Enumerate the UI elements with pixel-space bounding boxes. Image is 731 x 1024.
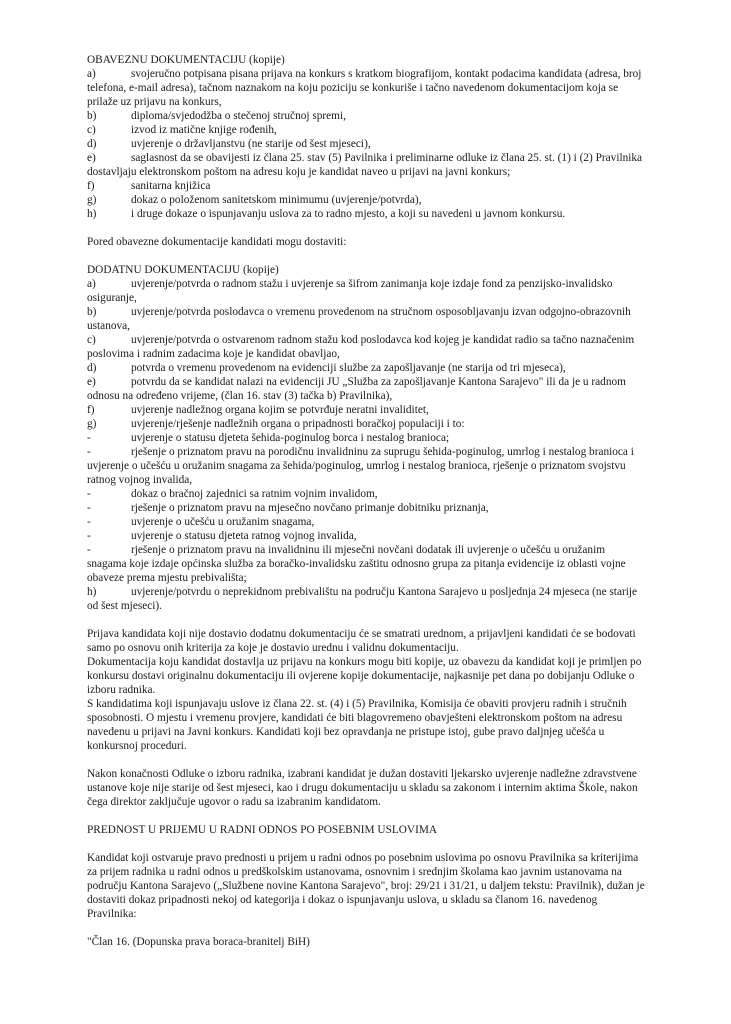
list-marker: f): [87, 180, 95, 192]
prednost-text: Kandidat koji ostvaruje pravo prednosti u prijem u radni odnos po posebnim uslovima po osnovu Pravilnika sa kriterijima za prijem radnika u radni odnos u predškolskim ustanovama, osnovnim i srednjim školama kao javnim ustanovama na području Kantona Sarajevo („Službene novine Kantona Sarajevo", broj: 29/21 i 31/21, u daljem tekstu: Pravilnik), dužan je dostaviti dokaz pripadnosti nekoj od kategorija i dokaz o ispunjavanju uslova, u skladu sa članom 16. navedenog Pravilnika:: [87, 852, 645, 920]
list-marker: a): [87, 68, 96, 80]
list-item-text: svojeručno potpisana pisana prijava na konkurs s kratkom biografijom, kontakt podacima kandidata (adresa, broj telefona, e-mail adresa), tačnom naznakom na koju poziciju se konkuriše i tačno navedenom dokumentacijom koja se prilaže uz prijavu na konkurs,: [87, 68, 642, 108]
list-marker: f): [87, 404, 95, 416]
spacer: [87, 837, 647, 851]
list-item-text: rješenje o priznatom pravu na invalidninu ili mjesečni novčani dodatak ili uvjerenje o učešću u oružanim snagama koje izdaje općinska služba za boračko-invalidsku zaštitu odnosno grupa za pitanja evidencije iz oblasti vojne obaveze prema mjestu prebivališta;: [87, 544, 626, 584]
dodatna-list-item: [87, 403, 647, 417]
dodatna-list-item: [87, 361, 647, 375]
list-item-text: potvrda o vremenu provedenom na evidenciji službe za zapošljavanje (ne starija od tri mjeseca),: [131, 362, 566, 374]
list-item-text: uvjerenje o državljanstvu (ne starije od šest mjeseci),: [131, 138, 371, 150]
list-marker: a): [87, 278, 96, 290]
paragraph-provjera: S kandidatima koji ispunjavaju uslove iz člana 22. st. (4) i (5) Pravilnika, Komisija će obaviti provjeru radnih i stručnih sposobnosti. O mjestu i vremenu provjere, kandidati će biti blagovremeno obavješteni elektronskom poštom na adresu navedenu u prijavi na Javni konkurs. Kandidati koji bez opravdanja ne pristupe istoj, gube pravo daljnjeg učešća u konkursnoj proceduri.: [87, 698, 627, 752]
dodatna-list-item: [87, 543, 647, 585]
list-marker: g): [87, 194, 97, 206]
dodatna-list-item: [87, 277, 647, 305]
spacer: [87, 221, 647, 235]
list-marker: -: [87, 432, 91, 444]
obavezna-heading: OBAVEZNU DOKUMENTACIJU (kopije): [87, 54, 285, 66]
list-marker: -: [87, 488, 91, 500]
clan-16-quote: "Član 16. (Dopunska prava boraca-branitelj BiH): [87, 936, 310, 948]
dodatna-list-item: [87, 515, 647, 529]
list-item-text: saglasnost da se obavijesti iz člana 25. stav (5) Pavilnika i preliminarne odluke iz člana 25. st. (1) i (2) Pravilnika dostavljaju elektronskom poštom na adresu koju je kandidat naveo u prijavi na javni konkurs;: [87, 152, 643, 178]
list-item-text: uvjerenje/potvrda o ostvarenom radnom stažu kod poslodavca kod kojeg je kandidat radio sa tačno naznačenim poslovima i radnim zadacima koje je kandidat obavljao,: [87, 334, 635, 360]
list-item-text: dokaz o bračnoj zajednici sa ratnim vojnim invalidom,: [131, 488, 378, 500]
spacer: [87, 753, 647, 767]
list-marker: -: [87, 502, 91, 514]
list-item-text: rješenje o priznatom pravu na mjesečno novčano primanje dobitniku priznanja,: [131, 502, 489, 514]
obavezna-list-item: [87, 67, 647, 109]
list-marker: b): [87, 110, 97, 122]
document-body: [87, 53, 647, 949]
list-item-text: i druge dokaze o ispunjavanju uslova za to radno mjesto, a koji su navedeni u javnom konkursu.: [131, 208, 566, 220]
paragraph-prijava: Prijava kandidata koji nije dostavio dodatnu dokumentaciju će se smatrati urednom, a prijavljeni kandidati će se bodovati samo po osnovu onih kriterija za koje je dostavio urednu i validnu dokumentaciju.: [87, 628, 636, 654]
paragraph-dokumentacija: Dokumentacija koju kandidat dostavlja uz prijavu na konkurs mogu biti kopije, uz obavezu da kandidat koji je primljen po konkursu dostavi originalnu dokumentaciju ili ovjerene kopije dokumentacije, najkasnije pet dana po dobijanju Odluke o izboru radnika.: [87, 656, 642, 696]
list-marker: e): [87, 152, 96, 164]
dodatna-list-item: [87, 529, 647, 543]
obavezna-list-item: [87, 109, 647, 123]
list-item-text: potvrdu da se kandidat nalazi na evidenciji JU „Služba za zapošljavanje Kantona Sarajevo" ili da je u radnom odnosu na određeno vrijeme, (član 16. stav (3) tačka b) Pravilnika),: [87, 376, 626, 402]
list-item-text: diploma/svjedodžba o stečenoj stručnoj spremi,: [131, 110, 346, 122]
dodatna-list-item: [87, 305, 647, 333]
list-item-text: uvjerenje/potvrdu o neprekidnom prebivalištu na području Kantona Sarajevo u posljednja 24 mjeseca (ne starije od šest mjeseci).: [87, 586, 638, 612]
list-item-text: uvjerenje o statusu djeteta ratnog vojnog invalida,: [131, 530, 357, 542]
dodatna-list-item: [87, 417, 647, 431]
list-marker: b): [87, 306, 97, 318]
dodatna-list-item: [87, 333, 647, 361]
list-marker: d): [87, 362, 97, 374]
list-item-text: sanitarna knjižica: [131, 180, 211, 192]
dodatna-list-item: [87, 375, 647, 403]
list-marker: -: [87, 530, 91, 542]
list-marker: d): [87, 138, 97, 150]
list-item-text: rješenje o priznatom pravu na porodičnu invalidninu za suprugu šehida-poginulog, umrlog i nestalog branioca i uvjerenje o učešću u oružanim snagama za šehida/poginulog, umrlog i nestalog branioca, rješenje o priznatom svojstvu ratnog vojnog invalida,: [87, 446, 634, 486]
prednost-heading: PREDNOST U PRIJEMU U RADNI ODNOS PO POSEBNIM USLOVIMA: [87, 824, 438, 836]
list-item-text: uvjerenje o učešću u oružanim snagama,: [131, 516, 315, 528]
obavezna-list-item: [87, 179, 647, 193]
list-marker: c): [87, 334, 96, 346]
list-marker: c): [87, 124, 96, 136]
paragraph-nakon-konacnosti: Nakon konačnosti Odluke o izboru radnika, izabrani kandidat je dužan dostaviti ljekarsko uvjerenje nadležne zdravstvene ustanove koje nije starije od šest mjeseci, kao i drugu dokumentaciju u skladu sa zakonom i internim aktima Škole, nakon čega direktor zaključuje ugovor o radu sa izabranim kandidatom.: [87, 768, 638, 808]
dodatna-list: [87, 277, 647, 613]
dodatna-heading: DODATNU DOKUMENTACIJU (kopije): [87, 264, 279, 276]
list-item-text: uvjerenje/rješenje nadležnih organa o pripadnosti boračkoj populaciji i to:: [131, 418, 465, 430]
dodatna-dokumentacija-section: [87, 263, 647, 613]
list-item-text: dokaz o položenom sanitetskom minimumu (uvjerenje/potvrda),: [131, 194, 422, 206]
list-marker: g): [87, 418, 97, 430]
list-item-text: uvjerenje o statusu djeteta šehida-poginulog borca i nestalog branioca;: [131, 432, 450, 444]
spacer: [87, 921, 647, 935]
intro-dodatna: Pored obavezne dokumentacije kandidati mogu dostaviti:: [87, 236, 347, 248]
obavezna-dokumentacija-section: [87, 53, 647, 221]
dodatna-list-item: [87, 445, 647, 487]
spacer: [87, 249, 647, 263]
list-marker: -: [87, 446, 91, 458]
obavezna-list-item: [87, 137, 647, 151]
dodatna-list-item: [87, 487, 647, 501]
list-marker: e): [87, 376, 96, 388]
list-marker: -: [87, 544, 91, 556]
obavezna-list-item: [87, 193, 647, 207]
dodatna-list-item: [87, 585, 647, 613]
list-marker: -: [87, 516, 91, 528]
spacer: [87, 809, 647, 823]
list-item-text: izvod iz matične knjige rođenih,: [131, 124, 277, 136]
obavezna-list-item: [87, 123, 647, 137]
obavezna-list: [87, 67, 647, 221]
list-item-text: uvjerenje/potvrda poslodavca o vremenu provedenom na stručnom osposobljavanju izvan odgojno-obrazovnih ustanova,: [87, 306, 631, 332]
list-marker: h): [87, 586, 97, 598]
obavezna-list-item: [87, 207, 647, 221]
obavezna-list-item: [87, 151, 647, 179]
list-item-text: uvjerenje nadležnog organa kojim se potvrđuje neratni invaliditet,: [131, 404, 429, 416]
spacer: [87, 613, 647, 627]
dodatna-list-item: [87, 431, 647, 445]
list-marker: h): [87, 208, 97, 220]
dodatna-list-item: [87, 501, 647, 515]
list-item-text: uvjerenje/potvrda o radnom stažu i uvjerenje sa šifrom zanimanja koje izdaje fond za penzijsko-invalidsko osiguranje,: [87, 278, 613, 304]
